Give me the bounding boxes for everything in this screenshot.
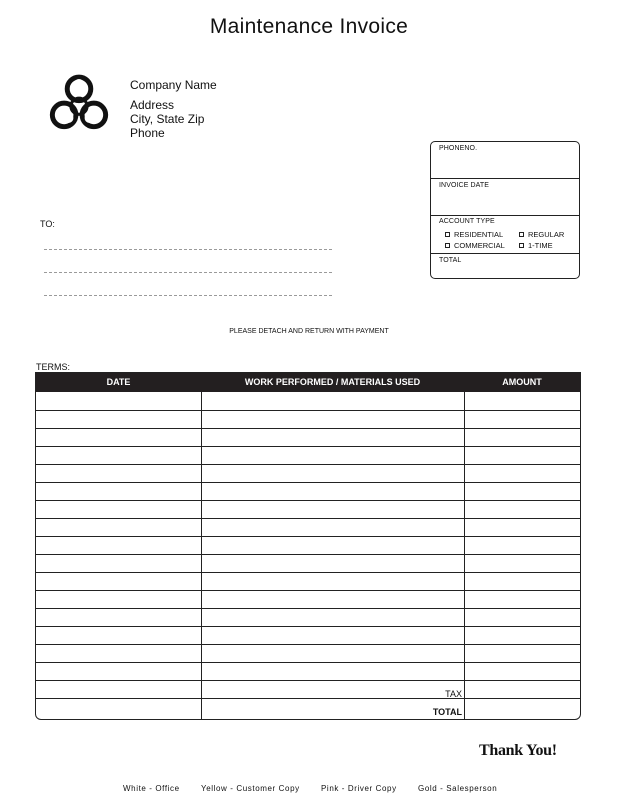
phone-label: PHONENO. xyxy=(439,145,478,152)
row-divider xyxy=(36,662,580,663)
option-residential[interactable]: RESIDENTIAL xyxy=(445,230,503,239)
row-divider xyxy=(36,464,580,465)
row-divider xyxy=(36,410,580,411)
to-label: TO: xyxy=(40,219,55,229)
row-divider xyxy=(36,572,580,573)
column-header-amount: AMOUNT xyxy=(502,377,542,387)
info-total-field[interactable] xyxy=(431,254,579,278)
terms-label: TERMS: xyxy=(36,362,71,372)
column-divider xyxy=(464,392,465,719)
checkbox-icon[interactable] xyxy=(519,243,524,248)
row-divider xyxy=(36,644,580,645)
row-divider xyxy=(36,518,580,519)
copy-pink: Pink - Driver Copy xyxy=(321,784,397,793)
account-type-section xyxy=(431,216,579,254)
copy-white: White - Office xyxy=(123,784,180,793)
company-phone: Phone xyxy=(130,126,165,140)
row-divider xyxy=(36,536,580,537)
company-block xyxy=(130,78,217,140)
row-divider xyxy=(36,482,580,483)
column-header-work: WORK PERFORMED / MATERIALS USED xyxy=(244,377,421,387)
column-header-date: DATE xyxy=(106,377,131,387)
copy-gold: Gold - Salesperson xyxy=(418,784,498,793)
row-divider xyxy=(36,590,580,591)
table-header xyxy=(36,373,580,392)
detach-instruction: PLEASE DETACH AND RETURN WITH PAYMENT xyxy=(229,328,389,335)
row-divider xyxy=(36,446,580,447)
row-divider xyxy=(36,680,580,681)
company-name: Company Name xyxy=(130,78,217,92)
page-title: Maintenance Invoice xyxy=(209,15,409,38)
checkbox-icon[interactable] xyxy=(445,232,450,237)
phone-field[interactable] xyxy=(431,142,579,179)
invoice-info-box xyxy=(430,141,580,279)
to-address-line[interactable] xyxy=(44,272,332,273)
grand-total-label: TOTAL xyxy=(432,707,462,717)
to-address-line[interactable] xyxy=(44,249,332,250)
to-address-line[interactable] xyxy=(44,295,332,296)
row-divider xyxy=(36,500,580,501)
checkbox-icon[interactable] xyxy=(445,243,450,248)
column-divider xyxy=(201,392,202,719)
invoice-date-field[interactable] xyxy=(431,179,579,216)
invoice-date-label: INVOICE DATE xyxy=(439,182,490,189)
company-address: Address xyxy=(130,98,175,112)
info-total-label: TOTAL xyxy=(439,257,462,264)
row-divider xyxy=(36,428,580,429)
row-divider xyxy=(36,608,580,609)
invoice-table xyxy=(35,372,581,720)
tax-label: TAX xyxy=(445,689,462,699)
option-regular[interactable]: REGULAR xyxy=(519,230,564,239)
row-divider xyxy=(36,626,580,627)
account-type-label: ACCOUNT TYPE xyxy=(439,218,495,225)
biohazard-icon xyxy=(48,70,110,140)
company-city-state-zip: City, State Zip xyxy=(130,112,205,126)
option-1-time[interactable]: 1-TIME xyxy=(519,241,553,250)
row-divider xyxy=(36,554,580,555)
copy-yellow: Yellow - Customer Copy xyxy=(201,784,300,793)
checkbox-icon[interactable] xyxy=(519,232,524,237)
option-commercial[interactable]: COMMERCIAL xyxy=(445,241,505,250)
thank-you-text: Thank You! xyxy=(479,742,557,759)
